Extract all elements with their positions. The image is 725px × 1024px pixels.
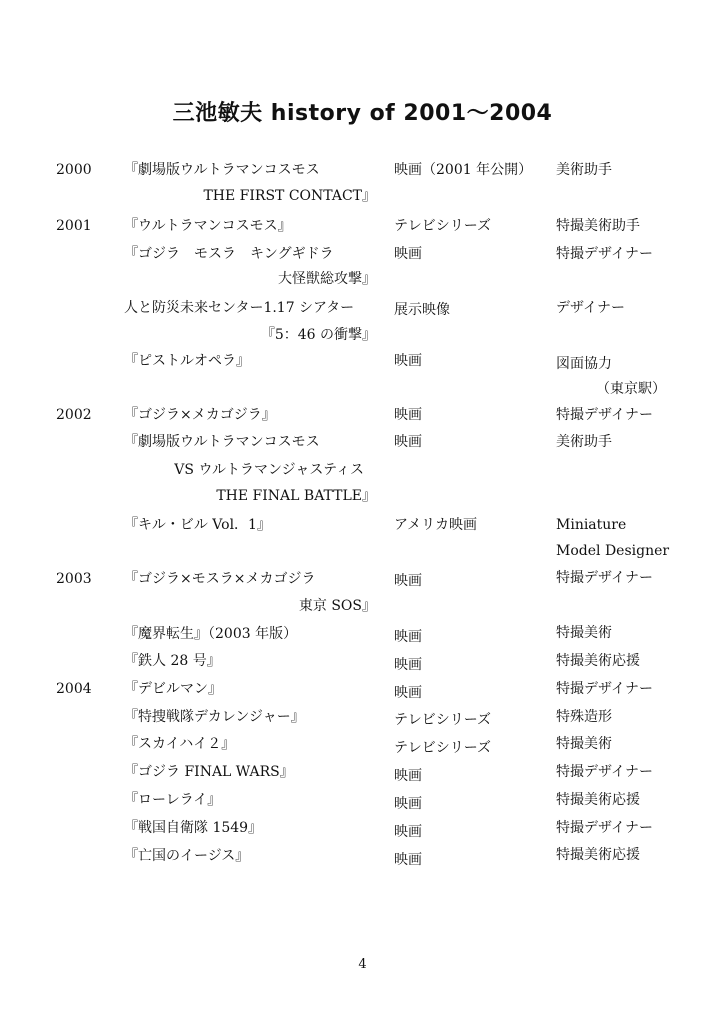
work-type: テレビシリーズ: [394, 740, 492, 756]
work-role: 特撮美術: [556, 625, 612, 641]
work-type: テレビシリーズ: [394, 218, 492, 234]
work-title: 『特捜戦隊デカレンジャー』: [124, 709, 305, 725]
work-title: 『戦国自衛隊 1549』: [124, 820, 263, 836]
work-role: 特撮デザイナー: [556, 764, 654, 780]
work-role: 特撮美術応援: [556, 847, 640, 863]
work-role: 特撮デザイナー: [556, 407, 654, 423]
work-type: テレビシリーズ: [394, 712, 492, 728]
year-label: 2003: [56, 571, 92, 587]
work-role: 美術助手: [556, 434, 612, 450]
work-type: 映画: [394, 573, 422, 589]
work-title: 『魔界転生』（2003 年版）: [124, 626, 298, 642]
work-title: 『スカイハイ２』: [124, 736, 236, 752]
work-title: 『デビルマン』: [124, 681, 222, 697]
work-role: デザイナー: [556, 300, 626, 316]
work-role: 特撮美術助手: [556, 218, 640, 234]
work-title-continued: 大怪獣総攻撃』: [278, 271, 376, 287]
work-role: 特撮美術応援: [556, 653, 640, 669]
work-type: 映画: [394, 824, 422, 840]
page-title: 三池敏夫 history of 2001～2004: [172, 101, 553, 126]
work-title: 『鉄人 28 号』: [124, 653, 221, 669]
work-type: 映画: [394, 796, 422, 812]
work-type: 映画: [394, 353, 422, 369]
work-role-continued: （東京駅）: [596, 381, 666, 397]
work-title-continued: 東京 SOS』: [298, 598, 376, 614]
work-type: 映画（2001 年公開）: [394, 162, 533, 178]
year-label: 2002: [56, 407, 92, 423]
work-title: 『ゴジラ モスラ キングギドラ: [124, 246, 334, 262]
work-role: 特撮美術: [556, 736, 612, 752]
work-title: 『ウルトラマンコスモス』: [124, 218, 292, 234]
work-title: 『キル・ビル Vol．1』: [124, 517, 271, 533]
year-label: 2000: [56, 162, 92, 178]
work-type: アメリカ映画: [394, 517, 478, 533]
work-role-continued: Model Designer: [556, 543, 670, 559]
work-title-continued: VS ウルトラマンジャスティス: [174, 462, 364, 478]
work-title: 『亡国のイージス』: [124, 848, 250, 864]
work-role: Miniature: [556, 517, 627, 533]
work-type: 映画: [394, 434, 422, 450]
work-type: 展示映像: [394, 302, 450, 318]
work-type: 映画: [394, 407, 422, 423]
work-title: 『ローレライ』: [124, 792, 222, 808]
year-label: 2004: [56, 681, 92, 697]
work-title: 『ピストルオペラ』: [124, 353, 250, 369]
work-title-continued: 『5：46 の衝撃』: [260, 327, 376, 343]
work-role: 特撮デザイナー: [556, 246, 654, 262]
work-title-continued: THE FIRST CONTACT』: [203, 188, 376, 204]
work-title-continued: THE FINAL BATTLE』: [216, 488, 376, 504]
work-type: 映画: [394, 246, 422, 262]
work-role: 特撮美術応援: [556, 792, 640, 808]
work-role: 特撮デザイナー: [556, 570, 654, 586]
work-title: 人と防災未来センター1.17 シアター: [124, 300, 355, 316]
work-title: 『劇場版ウルトラマンコスモス: [124, 434, 320, 450]
work-type: 映画: [394, 629, 422, 645]
year-label: 2001: [56, 218, 92, 234]
work-type: 映画: [394, 685, 422, 701]
work-role: 特殊造形: [556, 709, 612, 725]
work-role: 美術助手: [556, 162, 612, 178]
work-title: 『ゴジラ FINAL WARS』: [124, 764, 294, 780]
work-title: 『ゴジラ×モスラ×メカゴジラ: [124, 571, 316, 587]
work-type: 映画: [394, 657, 422, 673]
work-title: 『劇場版ウルトラマンコスモス: [124, 162, 320, 178]
work-role: 特撮デザイナー: [556, 681, 654, 697]
page-number: 4: [358, 957, 367, 972]
work-title: 『ゴジラ×メカゴジラ』: [124, 407, 276, 423]
work-type: 映画: [394, 852, 422, 868]
work-role: 図面協力: [556, 356, 612, 372]
work-type: 映画: [394, 768, 422, 784]
work-role: 特撮デザイナー: [556, 820, 654, 836]
